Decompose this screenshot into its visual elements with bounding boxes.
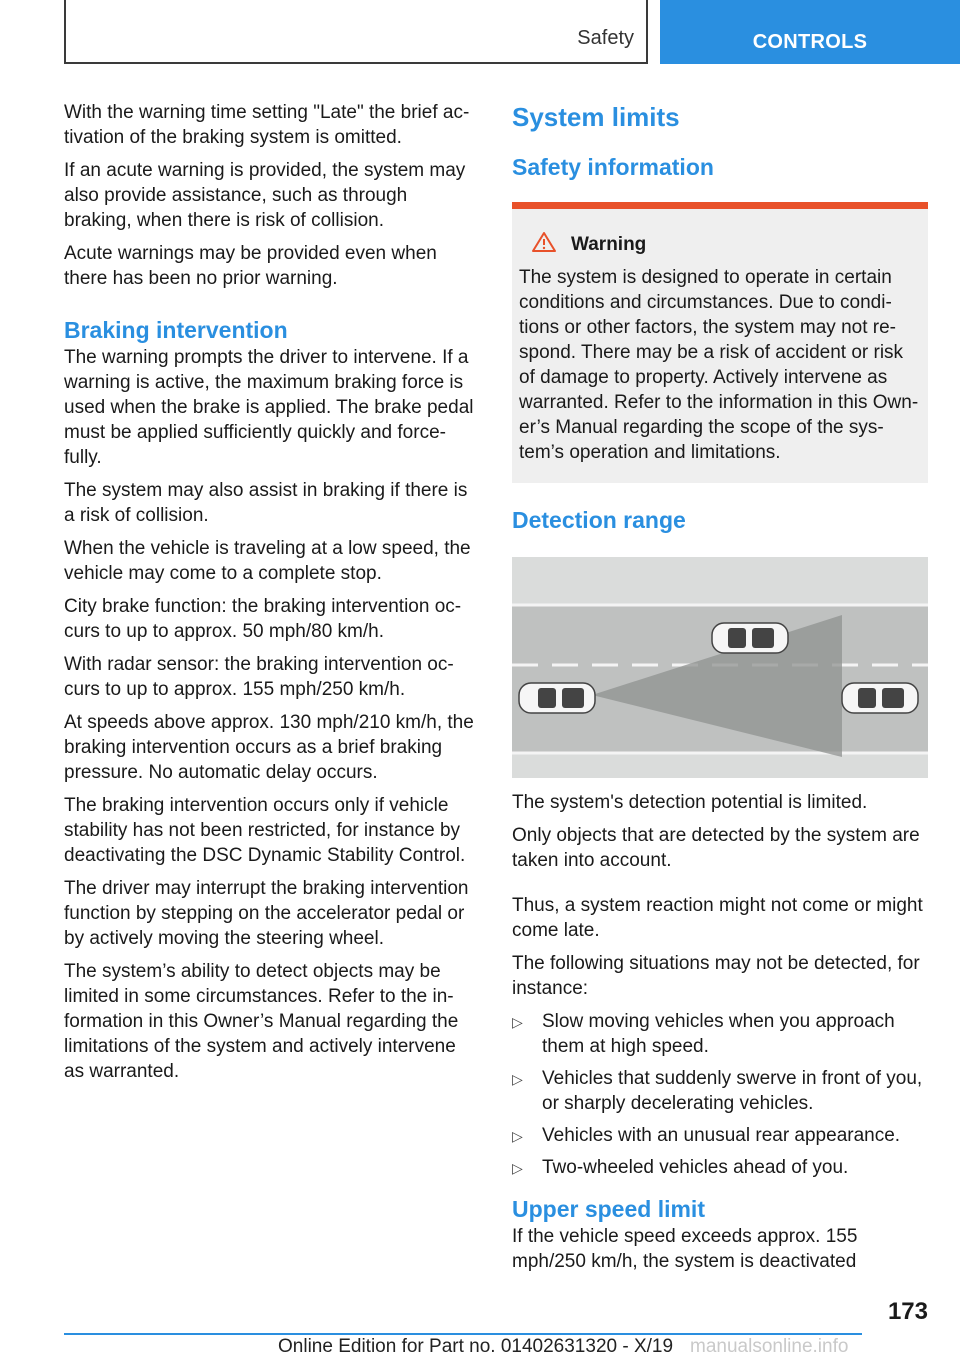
- paragraph: At speeds above approx. 130 mph/210 km/h, the braking intervention occurs as a brief braking pressure. No automatic delay occurs.: [64, 712, 474, 783]
- header-section-box: [64, 0, 648, 64]
- paragraph: The driver may interrupt the braking intervention function by stepping on the accelerator pedal or by actively moving the steering wheel.: [64, 878, 469, 949]
- warning-title: Warning: [571, 234, 647, 255]
- section-heading-detection-range: Detection range: [512, 507, 686, 533]
- paragraph: The braking intervention occurs only if vehicle stability has not been restricted, for instance by deactivating the DSC Dynamic Stability Control.: [64, 795, 466, 866]
- triangle-bullet-icon: ▷: [512, 1160, 523, 1176]
- bullet-list: [512, 1009, 928, 1180]
- paragraph: If an acute warning is provided, the system may also provide assistance, such as through braking, when there is risk of collision.: [64, 160, 466, 231]
- warning-triangle-icon: [531, 231, 571, 259]
- right-column: [512, 100, 928, 1282]
- section-heading-safety-info: Safety information: [512, 154, 714, 180]
- paragraph: Acute warnings may be provided even when there has been no prior warning.: [64, 243, 437, 289]
- paragraph: With the warning time setting "Late" the brief ac-tivation of the braking system is omitted.: [64, 102, 470, 148]
- warning-text: The system is designed to operate in certain conditions and circumstances. Due to condi-tions or other factors, the system may not re-spond. There may be a risk of accident or risk of damage to property. Actively intervene as warranted. Refer to the information in this Own-er’s Manual regarding the scope of the sys-tem’s operation and limitations.: [519, 267, 919, 463]
- list-item: ▷ Vehicles with an unusual rear appearance.: [512, 1123, 928, 1148]
- list-item: ▷ Vehicles that suddenly swerve in front of you, or sharply decelerating vehicles.: [512, 1068, 923, 1114]
- paragraph: Only objects that are detected by the system are taken into account.: [512, 825, 920, 871]
- page-number: 173: [887, 1298, 928, 1325]
- paragraph: The following situations may not be detected, for instance:: [512, 953, 920, 999]
- section-heading-upper-speed-limit: Upper speed limit: [512, 1196, 705, 1222]
- detection-range-illustration: [512, 557, 928, 778]
- triangle-bullet-icon: ▷: [512, 1071, 523, 1087]
- paragraph: With radar sensor: the braking intervention oc-curs to up to approx. 155 mph/250 km/h.: [64, 654, 454, 700]
- list-item: ▷ Two-wheeled vehicles ahead of you.: [512, 1155, 928, 1180]
- paragraph: City brake function: the braking intervention oc-curs to up to approx. 50 mph/80 km/h.: [64, 596, 462, 642]
- header-chapter-tab[interactable]: CONTROLS: [660, 0, 960, 64]
- paragraph: When the vehicle is traveling at a low speed, the vehicle may come to a complete stop.: [64, 538, 471, 584]
- footer-brand-watermark[interactable]: manualsonline.info: [690, 1336, 849, 1357]
- warning-box: [512, 202, 928, 483]
- spacer: [512, 881, 928, 893]
- section-heading-system-limits: System limits: [512, 102, 680, 132]
- section-heading-braking: Braking intervention: [64, 317, 288, 343]
- paragraph: The system's detection potential is limited.: [512, 792, 868, 813]
- left-column: [64, 100, 480, 1092]
- header-section-title: Safety: [577, 27, 634, 49]
- footer-edition: Online Edition for Part no. 01402631320 - X/19: [278, 1336, 674, 1357]
- paragraph: The system’s ability to detect objects may be limited in some circumstances. Refer to the in-formation in this Owner’s Manual regarding the limitations of the system and actively intervene as warranted.: [64, 961, 459, 1082]
- triangle-bullet-icon: ▷: [512, 1128, 523, 1144]
- triangle-bullet-icon: ▷: [512, 1014, 523, 1030]
- footer-divider: [64, 1333, 862, 1335]
- warning-header: [531, 231, 920, 259]
- list-item: ▷ Slow moving vehicles when you approach them at high speed.: [512, 1011, 895, 1057]
- paragraph: The warning prompts the driver to intervene. If a warning is active, the maximum braking force is used when the brake is applied. The brake pedal must be applied sufficiently quickly and force-fully.: [64, 347, 474, 468]
- paragraph: If the vehicle speed exceeds approx. 155 mph/250 km/h, the system is deactivated: [512, 1226, 858, 1272]
- paragraph: Thus, a system reaction might not come or might come late.: [512, 895, 923, 941]
- paragraph: The system may also assist in braking if there is a risk of collision.: [64, 480, 468, 526]
